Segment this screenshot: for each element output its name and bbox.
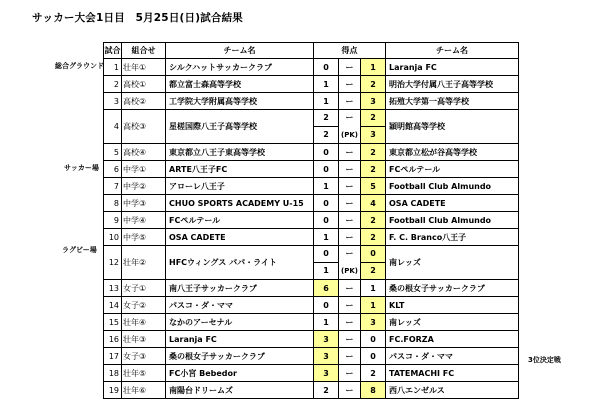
group-label: 中学④ — [122, 212, 166, 229]
pk-score-a: 1 — [323, 266, 329, 275]
team-a-name: CHUO SPORTS ACADEMY U-15 — [166, 195, 314, 212]
score-dash: ー — [339, 280, 361, 297]
group-label: 高校① — [122, 76, 166, 93]
score-a: 0 — [314, 144, 339, 161]
match-number: 7 — [104, 178, 122, 195]
score-b: 1 — [361, 297, 386, 314]
score-dash: ー — [339, 314, 361, 331]
team-a-name: パスコ・ダ・ママ — [166, 297, 314, 314]
team-b-name: FC.FORZA — [386, 331, 519, 348]
score-a-cell — [314, 246, 339, 280]
match-number: 10 — [104, 229, 122, 246]
match-number: 14 — [104, 297, 122, 314]
score-dash: ー — [339, 76, 361, 93]
table-row — [104, 212, 519, 229]
score-b: 4 — [361, 195, 386, 212]
header-team-b: チーム名 — [386, 43, 519, 59]
score-b: 0 — [361, 331, 386, 348]
table-row — [104, 93, 519, 110]
score-b-cell — [361, 110, 386, 144]
score-b: 1 — [361, 59, 386, 76]
score-dash: ー — [339, 93, 361, 110]
table-row — [104, 110, 519, 144]
team-b-name: Laranja FC — [386, 59, 519, 76]
score-b: 2 — [361, 212, 386, 229]
table-row — [104, 297, 519, 314]
header-row — [104, 43, 519, 59]
score-a: 1 — [314, 229, 339, 246]
score-b: 8 — [361, 382, 386, 399]
match-number: 1 — [104, 59, 122, 76]
group-label: 女子① — [122, 280, 166, 297]
team-a-name: 南八王子サッカークラブ — [166, 280, 314, 297]
group-label: 高校④ — [122, 144, 166, 161]
match-number: 16 — [104, 331, 122, 348]
table-row — [104, 195, 519, 212]
score-a: 3 — [314, 348, 339, 365]
match-number: 12 — [104, 246, 122, 280]
group-label: 中学① — [122, 161, 166, 178]
table-row — [104, 314, 519, 331]
team-b-name: 南レッズ — [386, 314, 519, 331]
venue-label-soccer-field: サッカー場 — [64, 164, 99, 172]
table-row — [104, 348, 519, 365]
team-b-name: 穎明館高等学校 — [386, 110, 519, 144]
match-number: 4 — [104, 110, 122, 144]
score-b: 3 — [361, 314, 386, 331]
team-b-name: 西八エンゼルス — [386, 382, 519, 399]
group-label: 壮年⑤ — [122, 365, 166, 382]
team-b-name: 明治大学付属八王子高等学校 — [386, 76, 519, 93]
score-a: 0 — [314, 212, 339, 229]
score-dash: ー — [339, 365, 361, 382]
team-a-name: HFCウィングス パパ・ライト — [166, 246, 314, 280]
score-separator-cell — [339, 246, 361, 280]
score-dash: ー — [345, 113, 354, 122]
team-b-name: 拓殖大学第一高等学校 — [386, 93, 519, 110]
group-label: 女子③ — [122, 348, 166, 365]
score-dash: ー — [339, 59, 361, 76]
score-a: 0 — [314, 246, 338, 264]
score-a: 0 — [314, 297, 339, 314]
team-b-name: 桑の根女子サッカークラブ — [386, 280, 519, 297]
team-b-name: FCペルテール — [386, 161, 519, 178]
score-dash: ー — [339, 212, 361, 229]
team-a-name: 星槎国際八王子高等学校 — [166, 110, 314, 144]
table-row — [104, 229, 519, 246]
pk-score-a: 2 — [323, 130, 329, 139]
score-b: 2 — [361, 229, 386, 246]
third-place-label: 3位決定戦 — [528, 356, 561, 364]
table-row — [104, 382, 519, 399]
score-a: 1 — [314, 93, 339, 110]
group-label: 中学③ — [122, 195, 166, 212]
team-a-name: 東京都立八王子東高等学校 — [166, 144, 314, 161]
table-row — [104, 331, 519, 348]
table-row — [104, 59, 519, 76]
match-number: 5 — [104, 144, 122, 161]
table-row — [104, 365, 519, 382]
team-b-name: F. C. Branco八王子 — [386, 229, 519, 246]
team-a-name: シルクハットサッカークラブ — [166, 59, 314, 76]
match-number: 15 — [104, 314, 122, 331]
page-title: サッカー大会1日目 5月25日(日)試合結果 — [32, 12, 244, 24]
team-b-name: TATEMACHI FC — [386, 365, 519, 382]
team-a-name: なかのアーセナル — [166, 314, 314, 331]
team-a-name: FCペルテール — [166, 212, 314, 229]
score-dash: ー — [339, 178, 361, 195]
score-a: 1 — [314, 314, 339, 331]
group-label: 女子② — [122, 297, 166, 314]
score-b: 2 — [361, 110, 385, 128]
group-label: 壮年③ — [122, 331, 166, 348]
header-match: 試合 — [104, 43, 122, 59]
team-b-name: OSA CADETE — [386, 195, 519, 212]
score-b: 2 — [361, 365, 386, 382]
header-team-a: チーム名 — [166, 43, 314, 59]
score-b: 0 — [361, 246, 385, 264]
group-label: 中学② — [122, 178, 166, 195]
score-b-cell — [361, 246, 386, 280]
score-dash: ー — [339, 382, 361, 399]
score-a: 1 — [314, 178, 339, 195]
team-a-name: OSA CADETE — [166, 229, 314, 246]
team-a-name: ARTE八王子FC — [166, 161, 314, 178]
table-row — [104, 161, 519, 178]
match-number: 6 — [104, 161, 122, 178]
pk-score-b: 3 — [370, 130, 376, 139]
team-a-name: 工学院大学附属高等学校 — [166, 93, 314, 110]
match-number: 9 — [104, 212, 122, 229]
match-number: 17 — [104, 348, 122, 365]
group-label: 高校② — [122, 93, 166, 110]
venue-label-main-ground: 総合グラウンド — [55, 62, 104, 70]
match-number: 3 — [104, 93, 122, 110]
team-b-name: 南レッズ — [386, 246, 519, 280]
score-dash: ー — [339, 144, 361, 161]
score-b: 2 — [361, 76, 386, 93]
score-a-cell — [314, 110, 339, 144]
group-label: 壮年① — [122, 59, 166, 76]
score-b: 3 — [361, 93, 386, 110]
table-row — [104, 246, 519, 280]
score-dash: ー — [345, 249, 354, 258]
team-a-name: 都立富士森高等学校 — [166, 76, 314, 93]
score-dash: ー — [339, 161, 361, 178]
header-group: 組合せ — [122, 43, 166, 59]
group-label: 高校③ — [122, 110, 166, 144]
score-dash: ー — [339, 348, 361, 365]
team-b-name: 東京都立松が谷高等学校 — [386, 144, 519, 161]
score-a: 0 — [314, 59, 339, 76]
team-b-name: KLT — [386, 297, 519, 314]
team-b-name: Football Club Almundo — [386, 178, 519, 195]
results-table — [103, 42, 519, 399]
group-label: 中学⑤ — [122, 229, 166, 246]
score-b: 5 — [361, 178, 386, 195]
score-a: 0 — [314, 195, 339, 212]
score-a: 6 — [314, 280, 339, 297]
score-dash: ー — [339, 195, 361, 212]
score-separator-cell — [339, 110, 361, 144]
group-label: 壮年② — [122, 246, 166, 280]
score-dash: ー — [339, 297, 361, 314]
score-a: 3 — [314, 365, 339, 382]
table-row — [104, 280, 519, 297]
venue-label-rugby-field: ラグビー場 — [62, 246, 97, 254]
score-a: 2 — [314, 110, 338, 128]
score-a: 2 — [314, 382, 339, 399]
team-b-name: パスコ・ダ・ママ — [386, 348, 519, 365]
team-a-name: 南陽台ドリームズ — [166, 382, 314, 399]
score-a: 3 — [314, 331, 339, 348]
score-a: 0 — [314, 161, 339, 178]
team-a-name: Laranja FC — [166, 331, 314, 348]
score-b: 0 — [361, 348, 386, 365]
group-label: 壮年⑥ — [122, 382, 166, 399]
match-number: 19 — [104, 382, 122, 399]
match-number: 2 — [104, 76, 122, 93]
score-dash: ー — [339, 229, 361, 246]
score-b: 2 — [361, 144, 386, 161]
match-number: 18 — [104, 365, 122, 382]
pk-label: (PK) — [341, 266, 358, 275]
team-a-name: FC小宮 Bebedor — [166, 365, 314, 382]
team-a-name: 桑の根女子サッカークラブ — [166, 348, 314, 365]
pk-score-b: 2 — [370, 266, 376, 275]
score-b: 1 — [361, 280, 386, 297]
table-row — [104, 178, 519, 195]
group-label: 壮年④ — [122, 314, 166, 331]
score-dash: ー — [339, 331, 361, 348]
team-a-name: アローレ八王子 — [166, 178, 314, 195]
pk-label: (PK) — [341, 130, 358, 139]
header-score: 得点 — [314, 43, 386, 59]
score-a: 1 — [314, 76, 339, 93]
table-row — [104, 76, 519, 93]
table-row — [104, 144, 519, 161]
score-b: 2 — [361, 161, 386, 178]
team-b-name: Football Club Almundo — [386, 212, 519, 229]
match-number: 13 — [104, 280, 122, 297]
match-number: 8 — [104, 195, 122, 212]
